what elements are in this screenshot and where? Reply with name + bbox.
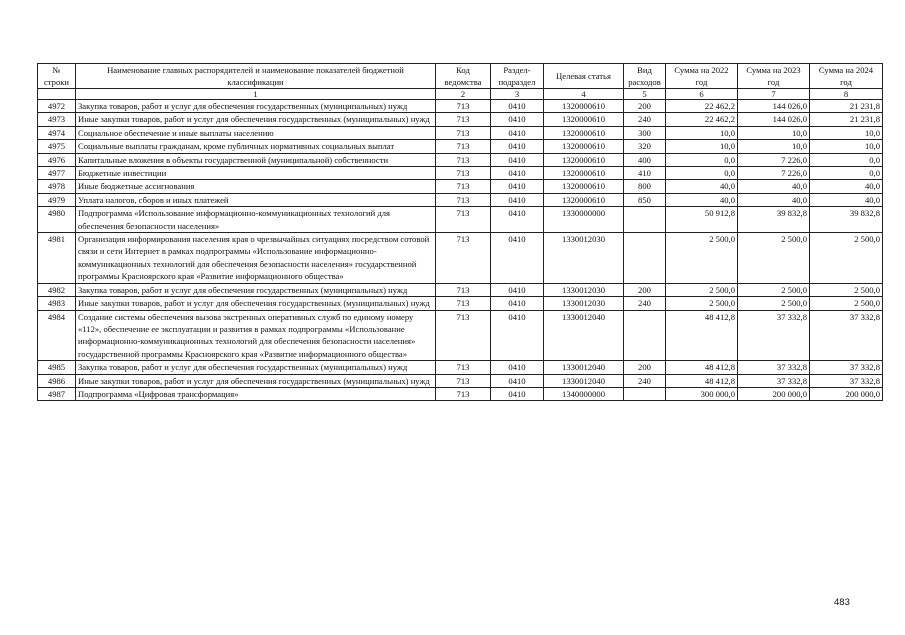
table-row [38,361,883,374]
sum-2022-cell: 48 412,8 [666,310,738,361]
target-article-cell: 1320000610 [544,153,624,166]
sum-2023-cell: 144 026,0 [738,100,810,113]
target-article-cell: 1330012040 [544,310,624,361]
section-cell: 0410 [491,207,544,233]
section-cell: 0410 [491,140,544,153]
expense-type-cell: 240 [624,374,666,387]
expense-type-cell: 200 [624,361,666,374]
section-cell: 0410 [491,193,544,206]
expense-type-cell: 240 [624,113,666,126]
table-row [38,167,883,180]
dept-code-cell: 713 [436,153,491,166]
table-row [38,387,883,400]
target-article-cell: 1320000610 [544,113,624,126]
target-article-cell: 1330012030 [544,233,624,284]
row-number-cell: 4982 [38,283,76,296]
column-number: 7 [738,89,810,100]
dept-code-cell: 713 [436,126,491,139]
table-row [38,193,883,206]
row-number-cell: 4981 [38,233,76,284]
sum-2024-cell: 21 231,8 [810,113,883,126]
target-article-cell: 1320000610 [544,167,624,180]
sum-2023-cell: 40,0 [738,180,810,193]
sum-2024-cell: 200 000,0 [810,387,883,400]
section-cell: 0410 [491,100,544,113]
sum-2023-cell: 144 026,0 [738,113,810,126]
target-article-cell: 1330012030 [544,283,624,296]
target-article-cell: 1330012040 [544,374,624,387]
dept-code-cell: 713 [436,361,491,374]
sum-2024-cell: 40,0 [810,180,883,193]
target-article-cell: 1320000610 [544,180,624,193]
dept-code-cell: 713 [436,167,491,180]
table-row [38,297,883,310]
section-cell: 0410 [491,283,544,296]
expense-type-cell [624,387,666,400]
name-cell: Закупка товаров, работ и услуг для обеспечения государственных (муниципальных) нужд [76,100,436,113]
budget-table [37,63,883,401]
sum-2023-cell: 200 000,0 [738,387,810,400]
sum-2022-cell: 2 500,0 [666,283,738,296]
sum-2022-cell: 300 000,0 [666,387,738,400]
expense-type-cell [624,233,666,284]
dept-code-cell: 713 [436,374,491,387]
name-cell: Создание системы обеспечения вызова экстренных оперативных служб по единому номеру «112», обеспечение ее эксплуатации и развития в рамках подпрограммы «Использование информационно-коммуникационных технологий для обеспечения безопасности населения» государственной программы Красноярского края «Развитие информационного общества» [76,310,436,361]
sum-2022-cell: 0,0 [666,153,738,166]
row-number-cell: 4985 [38,361,76,374]
column-number: 1 [76,89,436,100]
expense-type-cell: 200 [624,100,666,113]
table-row [38,180,883,193]
row-number-cell: 4986 [38,374,76,387]
table-body [38,100,883,401]
column-number: 5 [624,89,666,100]
dept-code-cell: 713 [436,310,491,361]
table-row [38,153,883,166]
name-cell: Иные закупки товаров, работ и услуг для обеспечения государственных (муниципальных) нужд [76,113,436,126]
sum-2024-cell: 2 500,0 [810,233,883,284]
section-cell: 0410 [491,361,544,374]
table-row [38,126,883,139]
section-cell: 0410 [491,126,544,139]
column-number: 2 [436,89,491,100]
sum-2024-cell: 2 500,0 [810,283,883,296]
dept-code-cell: 713 [436,113,491,126]
sum-2022-cell: 2 500,0 [666,297,738,310]
name-cell: Социальные выплаты гражданам, кроме публичных нормативных социальных выплат [76,140,436,153]
row-number-cell: 4983 [38,297,76,310]
name-cell: Подпрограмма «Цифровая трансформация» [76,387,436,400]
row-number-cell: 4977 [38,167,76,180]
target-article-cell: 1320000610 [544,126,624,139]
expense-type-cell: 410 [624,167,666,180]
expense-type-cell: 200 [624,283,666,296]
header-row-number: № строки [38,64,76,89]
sum-2023-cell: 39 832,8 [738,207,810,233]
expense-type-cell: 800 [624,180,666,193]
row-number-cell: 4987 [38,387,76,400]
sum-2022-cell: 10,0 [666,140,738,153]
sum-2022-cell: 40,0 [666,180,738,193]
expense-type-cell: 300 [624,126,666,139]
name-cell: Подпрограмма «Использование информационно-коммуникационных технологий для обеспечения безопасности населения» [76,207,436,233]
sum-2023-cell: 40,0 [738,193,810,206]
expense-type-cell [624,207,666,233]
sum-2023-cell: 37 332,8 [738,310,810,361]
row-number-cell: 4984 [38,310,76,361]
sum-2024-cell: 21 231,8 [810,100,883,113]
header-sum-2024: Сумма на 2024 год [810,64,883,89]
section-cell: 0410 [491,374,544,387]
header-target-article: Целевая статья [544,64,624,89]
sum-2023-cell: 10,0 [738,140,810,153]
sum-2023-cell: 10,0 [738,126,810,139]
column-number: 3 [491,89,544,100]
section-cell: 0410 [491,387,544,400]
name-cell: Закупка товаров, работ и услуг для обеспечения государственных (муниципальных) нужд [76,283,436,296]
row-number-cell: 4972 [38,100,76,113]
row-number-cell: 4978 [38,180,76,193]
row-number-cell: 4974 [38,126,76,139]
name-cell: Капитальные вложения в объекты государственной (муниципальной) собственности [76,153,436,166]
table-row [38,233,883,284]
name-cell: Бюджетные инвестиции [76,167,436,180]
expense-type-cell: 400 [624,153,666,166]
sum-2024-cell: 37 332,8 [810,310,883,361]
header-sum-2023: Сумма на 2023 год [738,64,810,89]
name-cell: Социальное обеспечение и иные выплаты населению [76,126,436,139]
section-cell: 0410 [491,233,544,284]
column-number-row [38,89,883,100]
sum-2022-cell: 2 500,0 [666,233,738,284]
sum-2024-cell: 39 832,8 [810,207,883,233]
header-row [38,64,883,89]
sum-2022-cell: 50 912,8 [666,207,738,233]
table-row [38,207,883,233]
dept-code-cell: 713 [436,387,491,400]
header-sum-2022: Сумма на 2022 год [666,64,738,89]
sum-2024-cell: 37 332,8 [810,374,883,387]
sum-2024-cell: 10,0 [810,140,883,153]
sum-2023-cell: 37 332,8 [738,374,810,387]
name-cell: Иные бюджетные ассигнования [76,180,436,193]
dept-code-cell: 713 [436,297,491,310]
name-cell: Иные закупки товаров, работ и услуг для обеспечения государственных (муниципальных) нужд [76,297,436,310]
sum-2023-cell: 37 332,8 [738,361,810,374]
name-cell: Иные закупки товаров, работ и услуг для обеспечения государственных (муниципальных) нужд [76,374,436,387]
dept-code-cell: 713 [436,100,491,113]
section-cell: 0410 [491,167,544,180]
column-number [38,89,76,100]
target-article-cell: 1330012040 [544,361,624,374]
sum-2024-cell: 2 500,0 [810,297,883,310]
sum-2022-cell: 48 412,8 [666,374,738,387]
table-row [38,310,883,361]
target-article-cell: 1330012030 [544,297,624,310]
row-number-cell: 4980 [38,207,76,233]
sum-2022-cell: 40,0 [666,193,738,206]
expense-type-cell: 320 [624,140,666,153]
expense-type-cell: 240 [624,297,666,310]
table-row [38,113,883,126]
expense-type-cell: 850 [624,193,666,206]
sum-2024-cell: 37 332,8 [810,361,883,374]
sum-2022-cell: 0,0 [666,167,738,180]
header-section: Раздел-подраздел [491,64,544,89]
column-number: 8 [810,89,883,100]
table-row [38,283,883,296]
target-article-cell: 1330000000 [544,207,624,233]
sum-2024-cell: 0,0 [810,167,883,180]
header-dept-code: Код ведомства [436,64,491,89]
sum-2024-cell: 40,0 [810,193,883,206]
header-expense-type: Вид расходов [624,64,666,89]
sum-2023-cell: 2 500,0 [738,297,810,310]
target-article-cell: 1320000610 [544,140,624,153]
section-cell: 0410 [491,297,544,310]
dept-code-cell: 713 [436,283,491,296]
dept-code-cell: 713 [436,193,491,206]
section-cell: 0410 [491,180,544,193]
dept-code-cell: 713 [436,207,491,233]
row-number-cell: 4976 [38,153,76,166]
column-number: 6 [666,89,738,100]
section-cell: 0410 [491,153,544,166]
table-row [38,374,883,387]
table-row [38,100,883,113]
section-cell: 0410 [491,113,544,126]
table-row [38,140,883,153]
row-number-cell: 4979 [38,193,76,206]
sum-2023-cell: 2 500,0 [738,233,810,284]
dept-code-cell: 713 [436,180,491,193]
dept-code-cell: 713 [436,140,491,153]
target-article-cell: 1340000000 [544,387,624,400]
target-article-cell: 1320000610 [544,100,624,113]
name-cell: Уплата налогов, сборов и иных платежей [76,193,436,206]
page-number: 483 [834,597,850,608]
sum-2022-cell: 22 462,2 [666,100,738,113]
section-cell: 0410 [491,310,544,361]
sum-2024-cell: 10,0 [810,126,883,139]
sum-2022-cell: 10,0 [666,126,738,139]
name-cell: Закупка товаров, работ и услуг для обеспечения государственных (муниципальных) нужд [76,361,436,374]
name-cell: Организация информирования населения края о чрезвычайных ситуациях посредством сотовой связи и сети Интернет в рамках подпрограммы «Использование информационно-коммуникационных технологий для обеспечения безопасности населения» государственной программы Красноярского края «Развитие информационного общества» [76,233,436,284]
sum-2023-cell: 7 226,0 [738,153,810,166]
expense-type-cell [624,310,666,361]
row-number-cell: 4975 [38,140,76,153]
sum-2022-cell: 48 412,8 [666,361,738,374]
header-name: Наименование главных распорядителей и наименование показателей бюджетной классификации [76,64,436,89]
column-number: 4 [544,89,624,100]
sum-2023-cell: 2 500,0 [738,283,810,296]
sum-2024-cell: 0,0 [810,153,883,166]
target-article-cell: 1320000610 [544,193,624,206]
sum-2022-cell: 22 462,2 [666,113,738,126]
sum-2023-cell: 7 226,0 [738,167,810,180]
dept-code-cell: 713 [436,233,491,284]
row-number-cell: 4973 [38,113,76,126]
